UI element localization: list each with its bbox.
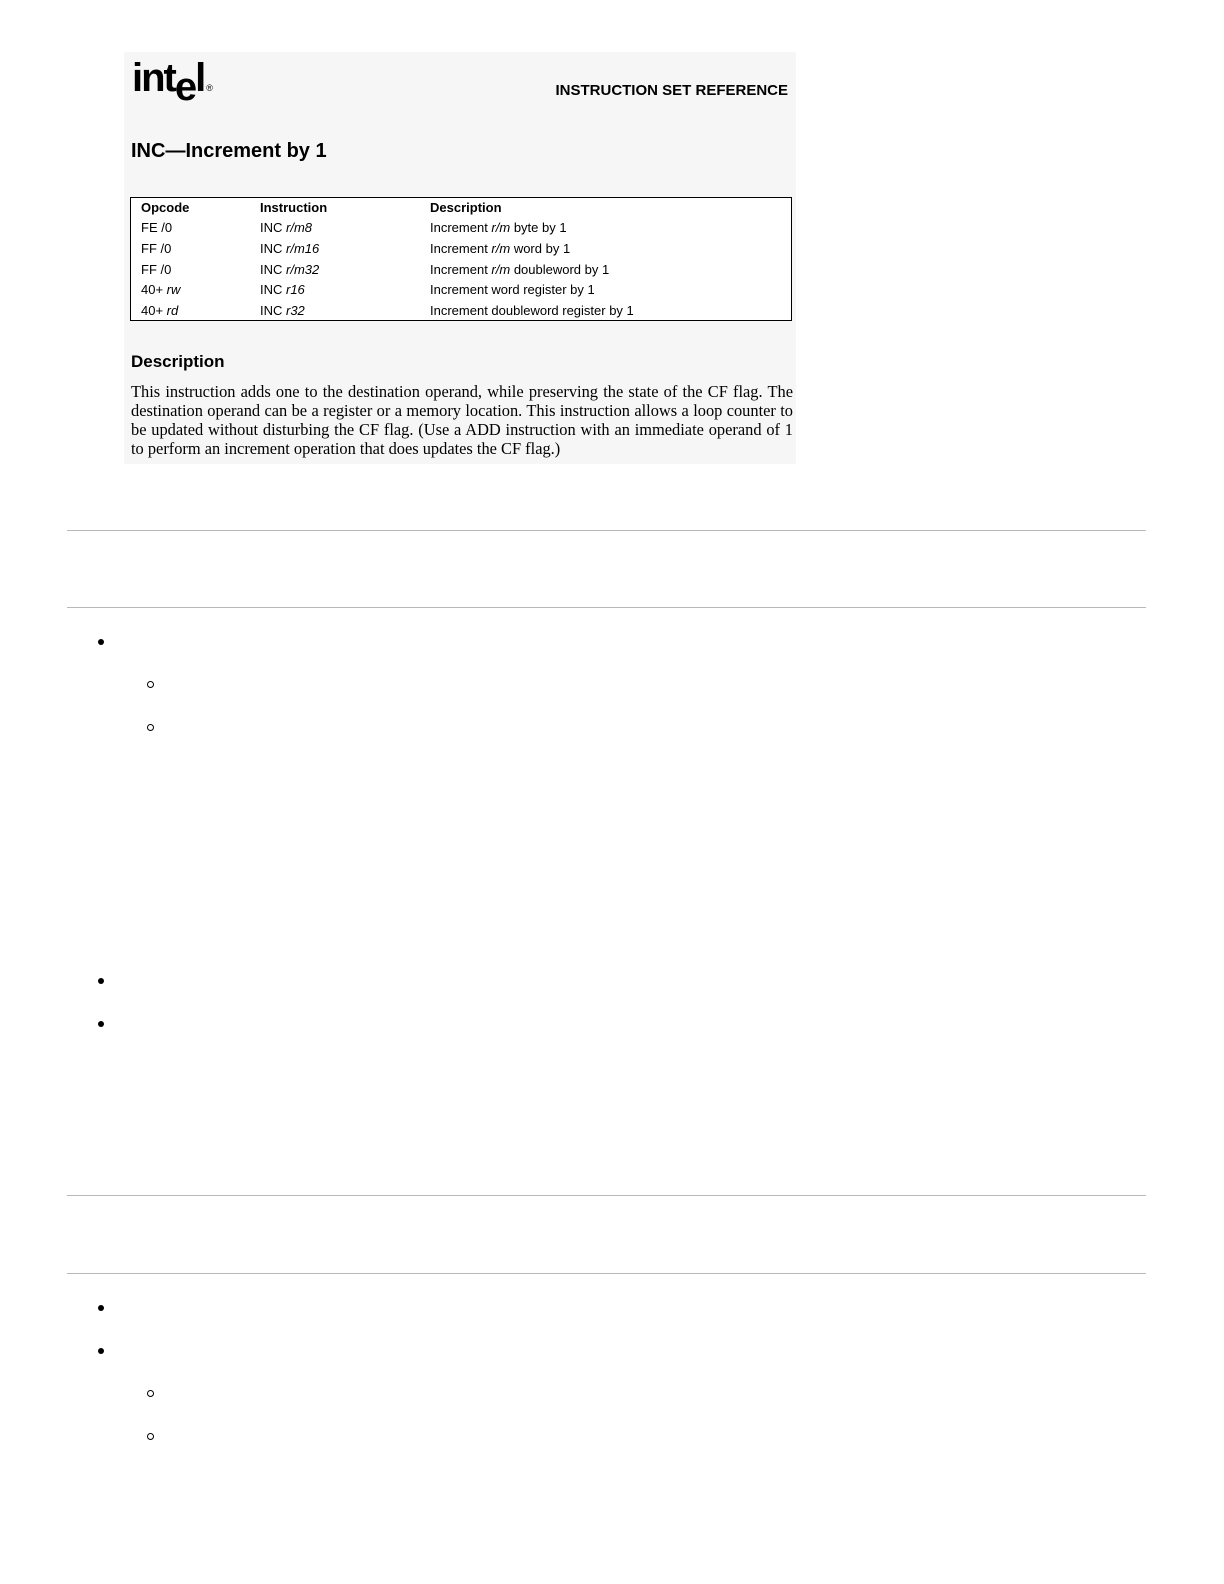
description-cell: Increment r/m byte by 1 — [430, 220, 567, 235]
instruction-title: INC—Increment by 1 — [131, 140, 327, 162]
table-row — [131, 260, 791, 280]
opcode-cell: FE /0 — [141, 220, 173, 235]
registered-mark: ® — [206, 83, 213, 93]
sublist-bullet — [147, 1433, 154, 1440]
table-row — [131, 218, 791, 238]
description-heading: Description — [131, 352, 225, 371]
table-row — [131, 301, 791, 321]
list-bullet — [98, 639, 104, 645]
description-cell: Increment r/m word by 1 — [430, 241, 571, 256]
description-cell: Increment r/m doubleword by 1 — [430, 262, 610, 277]
running-header: INSTRUCTION SET REFERENCE — [555, 82, 788, 99]
description-paragraph: This instruction adds one to the destination operand, while preserving the state of the CF flag. The destination operand can be a register or a memory location. This instruction allows a loop counter to be updated without disturbing the CF flag. (Use a ADD instruction with an immediate operand of 1 to perform an increment operation that does updates the CF flag.) — [131, 382, 793, 458]
opcode-table — [130, 197, 792, 321]
instruction-cell: INC r16 — [260, 282, 305, 297]
instruction-cell: INC r/m8 — [260, 220, 312, 235]
table-row — [131, 239, 791, 259]
list-bullet — [98, 1348, 104, 1354]
table-header-row — [131, 198, 791, 218]
list-bullet — [98, 1021, 104, 1027]
list-bullet — [98, 978, 104, 984]
divider — [67, 1195, 1146, 1196]
header-description: Description — [430, 200, 502, 215]
instruction-cell: INC r/m32 — [260, 262, 320, 277]
instruction-cell: INC r32 — [260, 303, 305, 318]
sublist-bullet — [147, 1390, 154, 1397]
list-bullet — [98, 1305, 104, 1311]
header-instruction: Instruction — [260, 200, 328, 215]
divider — [67, 1273, 1146, 1274]
opcode-cell: FF /0 — [141, 241, 172, 256]
description-cell: Increment doubleword register by 1 — [430, 303, 634, 318]
scanned-document — [124, 52, 796, 464]
opcode-cell: 40+ rd — [141, 303, 179, 318]
description-cell: Increment word register by 1 — [430, 282, 595, 297]
divider — [67, 607, 1146, 608]
sublist-bullet — [147, 681, 154, 688]
opcode-cell: 40+ rw — [141, 282, 181, 297]
table-row — [131, 280, 791, 300]
opcode-cell: FF /0 — [141, 262, 172, 277]
sublist-bullet — [147, 724, 154, 731]
header-opcode: Opcode — [141, 200, 190, 215]
divider — [67, 530, 1146, 531]
instruction-cell: INC r/m16 — [260, 241, 320, 256]
intel-logo: intel ® — [132, 56, 213, 109]
